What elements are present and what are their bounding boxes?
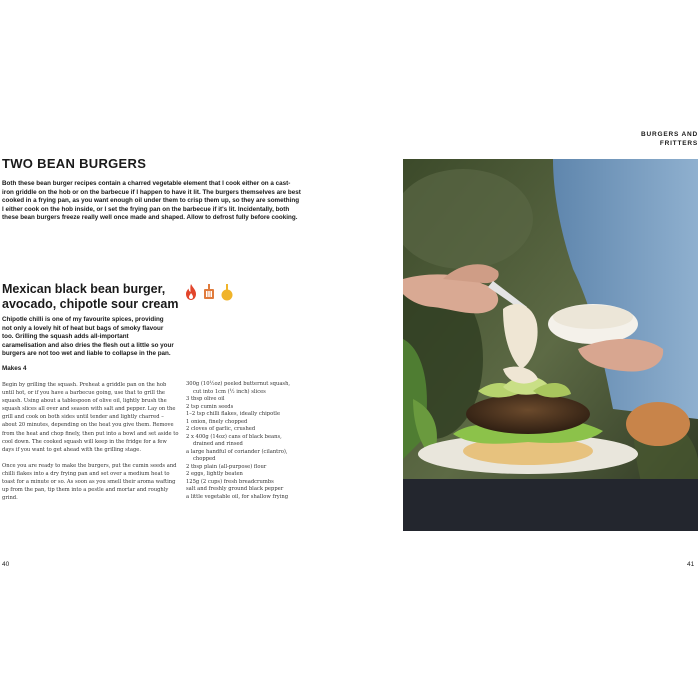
ingredient-item: 3 tbsp olive oil — [186, 396, 225, 402]
page-number-left: 40 — [2, 561, 10, 568]
recipe-intro: Chipotle chilli is one of my favourite spices, providing not only a lovely hit of heat but bags of smoky flavour too. Grilling the squash adds all-important caramelisation and also dries the flesh out a little so your burgers are not too wet and liable to collapse in the pan. — [2, 316, 174, 358]
ingredient-item: salt and freshly ground black pepper — [186, 486, 284, 492]
recipe-title-line1: Mexican black bean burger, — [2, 282, 166, 296]
chapter-intro: Both these bean burger recipes contain a charred vegetable element that I cook either on a cast-iron griddle on the hob or on the barbecue if I happen to have it lit. The burgers themselves are best cooked in a frying pan, as you want enough oil under them to crisp them up, so they are something I either cook on the hob inside, or I set the frying pan on the barbecue if it's lit. Incidentally, both these bean burgers freeze really well once made and shaped. Allow to defrost fully before cooking. — [2, 180, 301, 222]
section-header-line1: BURGERS AND — [641, 131, 698, 138]
burger-photo — [403, 159, 698, 531]
recipe-method — [2, 381, 180, 510]
ingredient-item: a large handful of coriander (cilantro), chopped — [186, 448, 288, 462]
chapter-title: TWO BEAN BURGERS — [2, 156, 147, 171]
ingredient-item: 1–2 tsp chilli flakes, ideally chipotle — [186, 411, 281, 417]
ingredient-list — [186, 381, 298, 501]
ingredient-item: 125g (2 cups) fresh breadcrumbs — [186, 478, 274, 485]
recipe-title-line2: avocado, chipotle sour cream — [2, 296, 179, 311]
ingredient-item: 300g (10½oz) peeled butternut squash, cut into 1cm (½ inch) slices — [186, 381, 291, 395]
flame-icon — [184, 283, 198, 301]
cooking-method-icons — [184, 283, 234, 301]
ingredient-item: 2 cloves of garlic, crushed — [186, 426, 256, 432]
section-header-line2: FRITTERS — [659, 140, 698, 147]
method-paragraph: Once you are ready to make the burgers, put the cumin seeds and chilli flakes into a dry frying pan and set over a medium heat to toast for a minute or so. As soon as you smell their aroma wafting up from the pan, tip them into a pestle and mortar and roughly grind. — [2, 462, 177, 502]
ingredient-item: 2 tbsp plain (all-purpose) flour — [186, 463, 267, 470]
grill-icon — [202, 283, 216, 301]
ingredient-item: 1 onion, finely chopped — [186, 418, 248, 425]
section-header — [620, 130, 698, 148]
method-paragraph: Begin by grilling the squash. Preheat a griddle pan on the hob until hot, or if you have a barbecue going, use that to grill the squash. Using about a tablespoon of olive oil, lightly brush the squash slices all over and season with salt and pepper. Lay on the grill and cook on both sides until tender and lightly charred – about 20 minutes, depending on the heat you give them. Remove from the heat and chop finely, then put into a bowl and set aside to cool down. The cooked squash will keep in the fridge for a few days if you want to get ahead with the grilling stage. — [2, 382, 179, 453]
burger-photo-illustration — [403, 159, 698, 531]
ingredient-item: 2 tsp cumin seeds — [186, 403, 234, 410]
page-number-right: 41 — [687, 561, 695, 568]
ingredient-item: 2 eggs, lightly beaten — [186, 471, 243, 477]
ingredient-item: a little vegetable oil, for shallow frying — [186, 493, 289, 500]
recipe-yield: Makes 4 — [2, 365, 27, 372]
recipe-title — [2, 282, 182, 311]
ingredient-item: 2 x 400g (14oz) cans of black beans, drained and rinsed — [186, 433, 282, 447]
frying-pan-icon — [220, 283, 234, 301]
